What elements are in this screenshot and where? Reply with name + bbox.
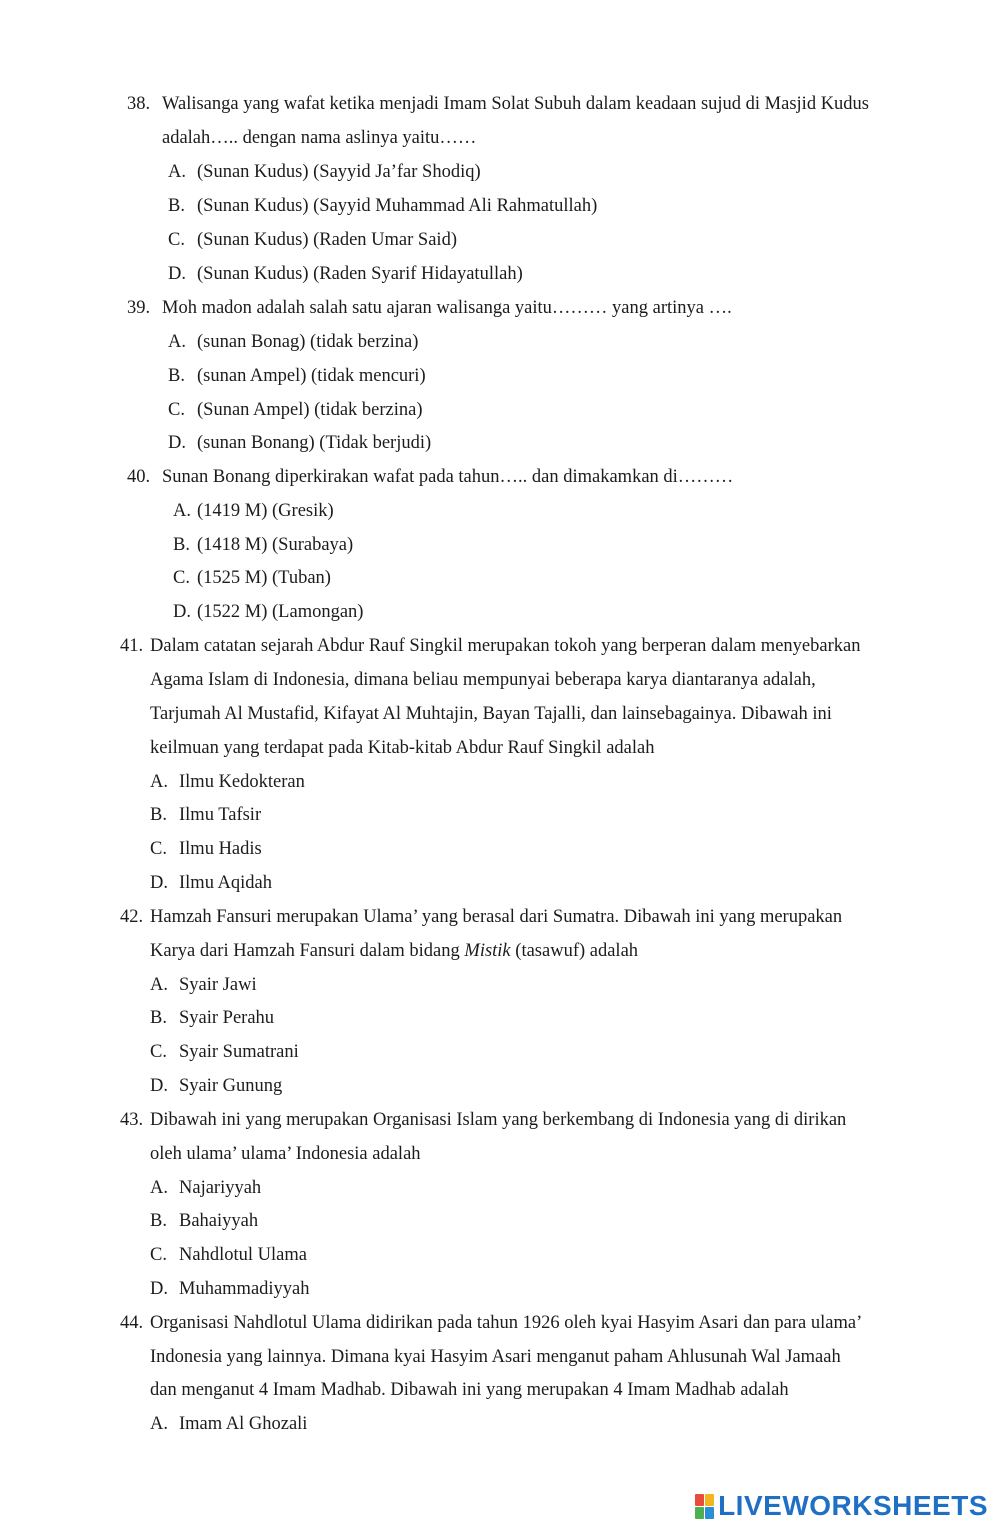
question-42 xyxy=(120,905,842,929)
logo-cell-l xyxy=(695,1494,704,1506)
option-39-b[interactable]: B. (sunan Ampel) (tidak mencuri) xyxy=(168,366,426,386)
option-41-a[interactable]: A. Ilmu Kedokteran xyxy=(150,772,305,792)
liveworksheets-wordmark: LIVEWORKSHEETS xyxy=(718,1490,988,1521)
liveworksheets-logo xyxy=(695,1491,988,1521)
question-40 xyxy=(127,465,733,489)
question-41-continued: Tarjumah Al Mustafid, Kifayat Al Muhtajin, Bayan Tajalli, dan lainsebagainya. Dibawah ini xyxy=(150,704,832,724)
question-41-continued: keilmuan yang terdapat pada Kitab-kitab Abdur Rauf Singkil adalah xyxy=(150,738,655,758)
question-number: 44. xyxy=(120,1313,144,1333)
question-43 xyxy=(120,1108,846,1132)
question-text: Walisanga yang wafat ketika menjadi Imam Solat Subuh dalam keadaan sujud di Masjid Kudus xyxy=(162,94,870,114)
logo-cell-i xyxy=(705,1494,714,1506)
option-38-b[interactable]: B. (Sunan Kudus) (Sayyid Muhammad Ali Rahmatullah) xyxy=(168,196,598,216)
question-41-continued: Agama Islam di Indonesia, dimana beliau mempunyai beberapa karya diantaranya adalah, xyxy=(150,670,816,690)
logo-cell-v xyxy=(695,1507,704,1519)
question-number: 39. xyxy=(127,298,151,318)
option-39-c[interactable]: C. (Sunan Ampel) (tidak berzina) xyxy=(168,400,423,420)
question-number: 40. xyxy=(127,467,151,487)
option-39-d[interactable]: D. (sunan Bonang) (Tidak berjudi) xyxy=(168,433,432,453)
question-text: Organisasi Nahdlotul Ulama didirikan pada tahun 1926 oleh kyai Hasyim Asari dan para ulama’ xyxy=(150,1313,863,1333)
option-40-c[interactable]: C. (1525 M) (Tuban) xyxy=(173,568,331,588)
question-number: 41. xyxy=(120,636,144,656)
live-logo-icon xyxy=(695,1494,714,1519)
question-38 xyxy=(127,92,869,116)
option-43-b[interactable]: B. Bahaiyyah xyxy=(150,1211,259,1231)
option-41-c[interactable]: C. Ilmu Hadis xyxy=(150,839,262,859)
question-41 xyxy=(120,634,860,658)
question-44-continued: dan menganut 4 Imam Madhab. Dibawah ini yang merupakan 4 Imam Madhab adalah xyxy=(150,1380,789,1400)
option-40-b[interactable]: B. (1418 M) (Surabaya) xyxy=(173,535,354,555)
question-text: Dibawah ini yang merupakan Organisasi Islam yang berkembang di Indonesia yang di dirikan xyxy=(150,1110,847,1130)
option-42-b[interactable]: B. Syair Perahu xyxy=(150,1008,275,1028)
option-42-a[interactable]: A. Syair Jawi xyxy=(150,975,257,995)
question-42-continued: Karya dari Hamzah Fansuri dalam bidang Mistik (tasawuf) adalah xyxy=(150,941,639,961)
option-43-d[interactable]: D. Muhammadiyyah xyxy=(150,1279,310,1299)
option-38-c[interactable]: C. (Sunan Kudus) (Raden Umar Said) xyxy=(168,230,457,250)
question-38-continued: adalah….. dengan nama aslinya yaitu…… xyxy=(162,128,477,148)
option-40-d[interactable]: D. (1522 M) (Lamongan) xyxy=(173,602,364,622)
question-text: Sunan Bonang diperkirakan wafat pada tahun….. dan dimakamkan di……… xyxy=(162,467,734,487)
question-text: Dalam catatan sejarah Abdur Rauf Singkil merupakan tokoh yang berperan dalam menyebarkan xyxy=(150,636,861,656)
question-number: 38. xyxy=(127,94,151,114)
option-42-d[interactable]: D. Syair Gunung xyxy=(150,1076,283,1096)
option-44-a[interactable]: A. Imam Al Ghozali xyxy=(150,1414,308,1434)
italic-term: Mistik xyxy=(464,941,511,961)
option-39-a[interactable]: A. (sunan Bonag) (tidak berzina) xyxy=(168,332,419,352)
option-43-a[interactable]: A. Najariyyah xyxy=(150,1178,262,1198)
question-39 xyxy=(127,296,732,320)
logo-cell-e xyxy=(705,1507,714,1519)
option-41-d[interactable]: D. Ilmu Aqidah xyxy=(150,873,273,893)
option-43-c[interactable]: C. Nahdlotul Ulama xyxy=(150,1245,307,1265)
option-42-c[interactable]: C. Syair Sumatrani xyxy=(150,1042,299,1062)
option-38-a[interactable]: A. (Sunan Kudus) (Sayyid Ja’far Shodiq) xyxy=(168,162,481,182)
option-38-d[interactable]: D. (Sunan Kudus) (Raden Syarif Hidayatullah) xyxy=(168,264,523,284)
option-40-a[interactable]: A. (1419 M) (Gresik) xyxy=(173,501,334,521)
question-number: 43. xyxy=(120,1110,144,1130)
question-text: Moh madon adalah salah satu ajaran walisanga yaitu……… yang artinya …. xyxy=(162,298,732,318)
question-number: 42. xyxy=(120,907,144,927)
question-44 xyxy=(120,1311,862,1335)
question-text: Hamzah Fansuri merupakan Ulama’ yang berasal dari Sumatra. Dibawah ini yang merupakan xyxy=(150,907,843,927)
question-43-continued: oleh ulama’ ulama’ Indonesia adalah xyxy=(150,1144,421,1164)
option-41-b[interactable]: B. Ilmu Tafsir xyxy=(150,805,262,825)
question-44-continued: Indonesia yang lainnya. Dimana kyai Hasyim Asari menganut paham Ahlusunah Wal Jamaah xyxy=(150,1347,841,1367)
